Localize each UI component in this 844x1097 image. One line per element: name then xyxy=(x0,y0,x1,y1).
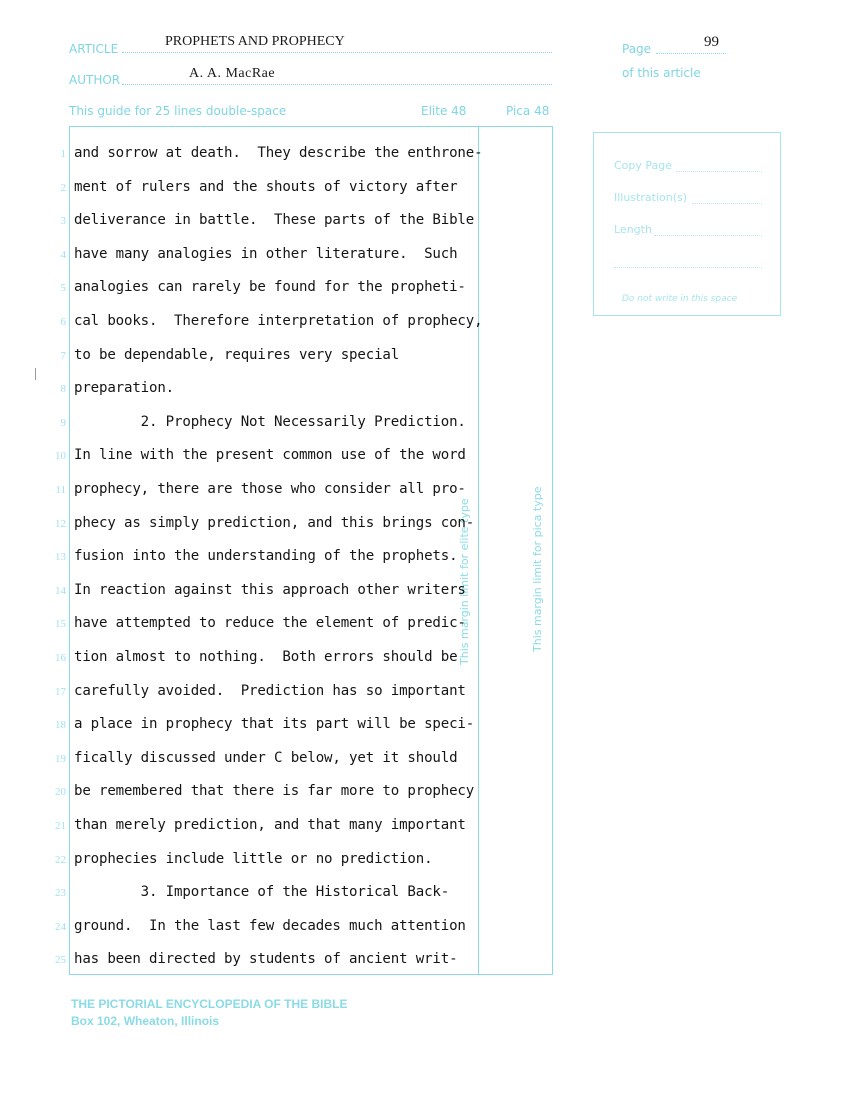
typed-line: carefully avoided. Prediction has so important xyxy=(74,682,466,699)
typed-line: and sorrow at death. They describe the enthrone- xyxy=(74,145,483,161)
typed-line: prophecies include little or no prediction. xyxy=(74,850,433,867)
length-line xyxy=(654,235,762,236)
typed-line: have attempted to reduce the element of predic- xyxy=(74,615,466,632)
illustrations-line xyxy=(692,203,762,204)
line-number: 25 xyxy=(55,954,66,967)
line-number: 21 xyxy=(55,820,66,832)
elite-label: Elite 48 xyxy=(421,104,467,118)
author-dotted-line xyxy=(122,84,552,85)
line-number: 14 xyxy=(55,584,66,597)
elite-margin-note: This margin limit for elite type xyxy=(458,498,471,665)
typed-line: to be dependable, requires very special xyxy=(74,346,400,363)
page-label: Page xyxy=(622,42,652,56)
typed-line: phecy as simply prediction, and this brings con- xyxy=(74,514,475,531)
blank-line xyxy=(614,267,762,268)
line-number: 8 xyxy=(60,383,66,396)
pica-label: Pica 48 xyxy=(506,104,550,118)
line-number: 20 xyxy=(55,786,66,799)
office-use-box xyxy=(593,132,781,316)
typed-line: fusion into the understanding of the prophets. xyxy=(74,548,458,565)
page-dotted-line xyxy=(656,53,726,54)
typed-line: than merely prediction, and that many important xyxy=(74,817,466,833)
typed-line: 3. Importance of the Historical Back- xyxy=(74,884,450,901)
line-number: 6 xyxy=(60,316,66,328)
typed-line: 2. Prophecy Not Necessarily Prediction. xyxy=(74,413,466,430)
footer-publisher: THE PICTORIAL ENCYCLOPEDIA OF THE BIBLE xyxy=(71,997,348,1011)
stray-mark xyxy=(35,368,36,380)
author-label: AUTHOR xyxy=(69,73,121,87)
typed-line: preparation. xyxy=(74,380,175,397)
article-label: ARTICLE xyxy=(69,42,119,56)
typed-line: In line with the present common use of the word xyxy=(74,447,466,464)
line-number: 5 xyxy=(60,282,66,295)
typed-line: be remembered that there is far more to prophecy xyxy=(74,783,475,800)
typed-line: tion almost to nothing. Both errors should be xyxy=(74,649,458,665)
pica-margin-note: This margin limit for pica type xyxy=(531,486,544,652)
copy-page-line xyxy=(676,171,762,172)
article-dotted-line xyxy=(122,52,552,53)
elite-margin-line xyxy=(478,126,479,975)
line-number: 17 xyxy=(55,685,66,698)
author-name: A. A. MacRae xyxy=(189,66,276,81)
typed-line: prophecy, there are those who consider all pro- xyxy=(74,481,466,497)
typed-line: fically discussed under C below, yet it should xyxy=(74,749,458,766)
line-number: 13 xyxy=(55,551,66,564)
footer-address: Box 102, Wheaton, Illinois xyxy=(71,1014,220,1028)
line-number: 3 xyxy=(60,215,66,228)
line-number: 9 xyxy=(60,416,66,429)
line-number: 15 xyxy=(55,618,66,631)
typed-line: a place in prophecy that its part will be speci- xyxy=(74,716,475,733)
typed-line: In reaction against this approach other writers xyxy=(74,581,466,598)
line-number: 2 xyxy=(60,181,66,194)
line-number: 22 xyxy=(55,853,66,866)
typed-line: deliverance in battle. These parts of the Bible xyxy=(74,212,475,229)
guide-text: This guide for 25 lines double-space xyxy=(69,104,287,118)
typed-line: ground. In the last few decades much attention xyxy=(74,917,466,934)
typed-line: analogies can rarely be found for the propheti- xyxy=(74,279,466,296)
typed-line: has been directed by students of ancient writ- xyxy=(74,951,458,968)
line-number: 11 xyxy=(55,484,66,496)
article-title: PROPHETS AND PROPHECY xyxy=(165,34,345,49)
length-label: Length xyxy=(614,223,652,236)
line-number: 16 xyxy=(55,652,66,664)
line-number: 1 xyxy=(60,148,66,160)
page-number: 99 xyxy=(704,34,719,50)
illustrations-label: Illustration(s) xyxy=(614,191,688,204)
typed-line: ment of rulers and the shouts of victory after xyxy=(74,178,458,195)
line-number: 7 xyxy=(60,349,66,362)
do-not-write-note: Do not write in this space xyxy=(622,294,738,304)
line-number: 24 xyxy=(55,920,66,933)
line-number: 23 xyxy=(55,887,66,900)
of-article-label: of this article xyxy=(622,66,701,80)
line-number: 12 xyxy=(55,517,66,530)
line-number: 4 xyxy=(60,248,66,261)
typed-line: cal books. Therefore interpretation of prophecy, xyxy=(74,313,483,329)
line-number: 19 xyxy=(55,752,66,765)
line-number: 10 xyxy=(55,450,66,463)
line-number: 18 xyxy=(55,719,66,732)
typed-line: have many analogies in other literature. Such xyxy=(74,245,458,262)
copy-page-label: Copy Page xyxy=(614,159,673,172)
